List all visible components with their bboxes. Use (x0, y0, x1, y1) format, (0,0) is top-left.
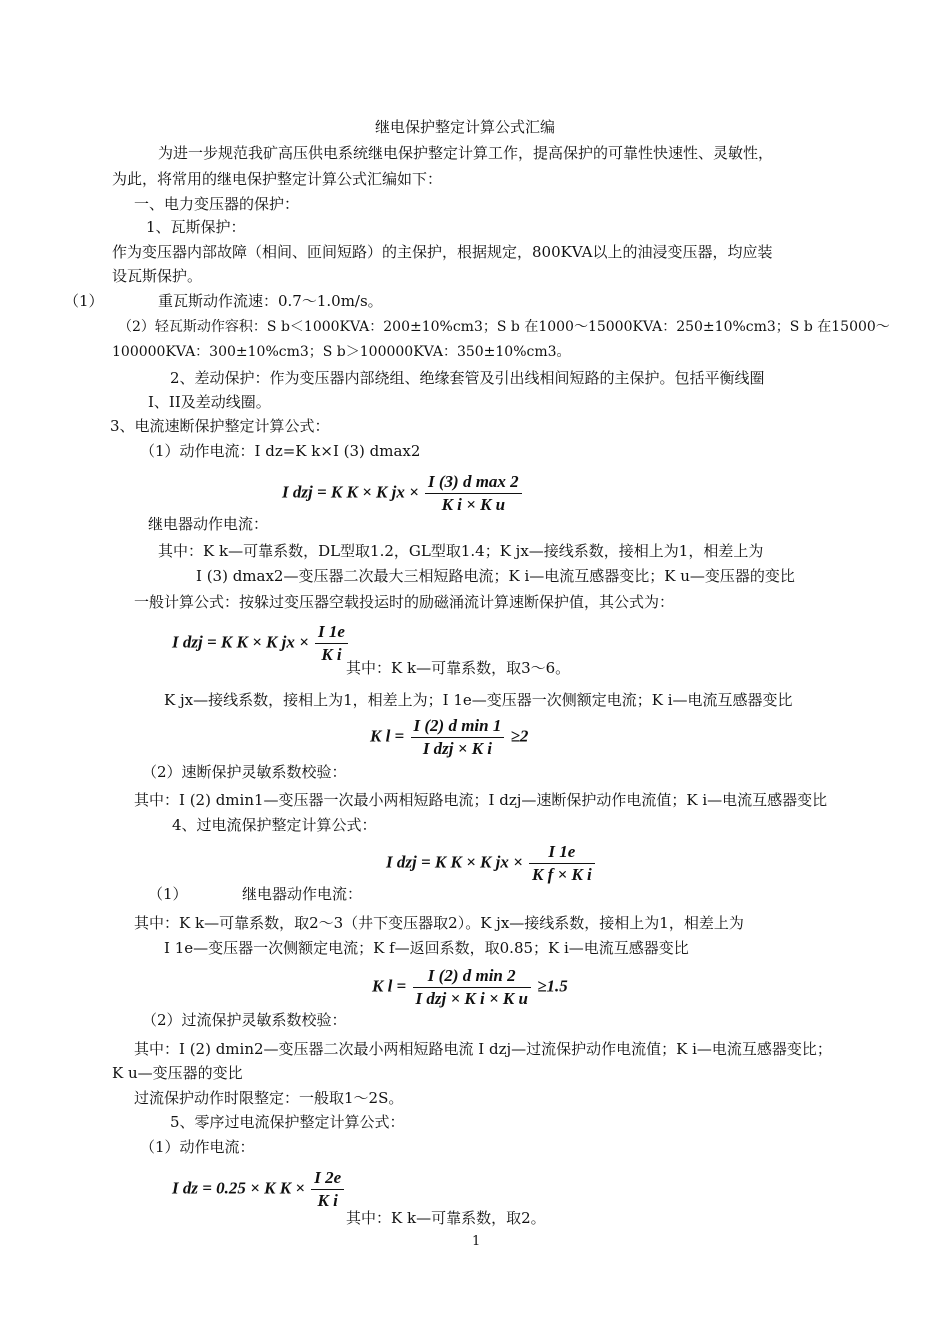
gas-item-1-number: （1） (64, 292, 104, 310)
overcurrent-item-1-number: （1） (148, 885, 188, 903)
formula-relay-current-quick (282, 472, 524, 515)
relay-action-current-label: 继电器动作电流： (148, 515, 269, 533)
formula-5-rhs: ≥1.5 (537, 976, 568, 996)
formula-quick-break-general (172, 622, 350, 665)
gas-item-1: 重瓦斯动作流速：0.7～1.0m/s。 (158, 292, 383, 310)
formula-zero-sequence (172, 1168, 346, 1211)
formula-6-lhs: I dz = 0.25 × K K × (172, 1178, 305, 1198)
formula-6-numerator: I 2e (311, 1168, 344, 1190)
formula-4-denominator: K f × K i (532, 865, 592, 884)
overcurrent-sensitivity-label: （2）过流保护灵敏系数校验： (142, 1011, 347, 1029)
gas-desc-line-2: 设瓦斯保护。 (112, 267, 203, 285)
overcurrent-note-2: I 1e—变压器一次侧额定电流；K f—返回系数，取0.85；K i—电流互感器变比 (164, 939, 689, 957)
zero-sequence-item-1: （1）动作电流： (140, 1138, 255, 1156)
overcurrent-note-4: K u—变压器的变比 (112, 1064, 243, 1082)
overcurrent-time-setting: 过流保护动作时限整定：一般取1～2S。 (134, 1089, 404, 1107)
formula-1-denominator: K i × K u (441, 495, 506, 514)
formula-2-lhs: I dzj = K K × K jx × (172, 632, 309, 652)
formula-5-numerator: I (2) d min 2 (413, 966, 531, 988)
formula-3-rhs: ≥2 (510, 726, 529, 746)
section-heading-transformer: 一、电力变压器的保护： (134, 195, 300, 213)
general-formula-text: 一般计算公式：按躲过变压器空载投运时的励磁涌流计算速断保护值，其公式为： (134, 593, 675, 611)
formula-overcurrent-relay (386, 842, 597, 885)
formula-3-denominator: I dzj × K i (422, 739, 493, 758)
gas-protection-heading: 1、瓦斯保护： (146, 218, 246, 236)
zero-sequence-note-1: 其中：K k—可靠系数，取2。 (346, 1209, 546, 1227)
intro-line-1: 为进一步规范我矿高压供电系统继电保护整定计算工作，提高保护的可靠性快速性、灵敏性， (158, 144, 774, 162)
overcurrent-item-1: 继电器动作电流： (242, 885, 363, 903)
formula-4-lhs: I dzj = K K × K jx × (386, 852, 523, 872)
differential-protection-line-1: 2、差动保护：作为变压器内部绕组、绝缘套管及引出线相间短路的主保护。包括平衡线圈 (170, 369, 765, 387)
formula-2-denominator: K i (321, 645, 342, 664)
overcurrent-note-1: 其中：K k—可靠系数，取2～3（井下变压器取2）。K jx—接线系数，接相上为1，相差上为 (134, 914, 744, 932)
formula-6-denominator: K i (317, 1191, 338, 1210)
formula-5-denominator: I dzj × K i × K u (415, 989, 528, 1008)
intro-line-2: 为此，将常用的继电保护整定计算公式汇编如下： (112, 170, 443, 188)
differential-protection-line-2: Ⅰ、II及差动线圈。 (148, 393, 271, 411)
gas-desc-line-1: 作为变压器内部故障（相间、匝间短路）的主保护，根据规定，800KVA以上的油浸变压器，均应装 (112, 243, 773, 261)
quick-break-heading: 3、电流速断保护整定计算公式： (110, 417, 330, 435)
page-title: 继电保护整定计算公式汇编 (375, 118, 556, 136)
gas-item-2-line-2: 100000KVA：300±10%cm3；S b＞100000KVA：350±10%cm3。 (112, 344, 571, 360)
quick-note-3: 其中：K k—可靠系数，取3～6。 (346, 659, 571, 677)
formula-5-lhs: K l = (372, 976, 407, 996)
quick-sensitivity-label: （2）速断保护灵敏系数校验： (142, 763, 347, 781)
overcurrent-heading: 4、过电流保护整定计算公式： (172, 816, 377, 834)
quick-note-5: 其中：I (2) dmin1—变压器一次最小两相短路电流；I dzj—速断保护动作电流值；K i—电流互感器变比 (134, 791, 828, 809)
zero-sequence-heading: 5、零序过电流保护整定计算公式： (170, 1113, 405, 1131)
formula-quick-sensitivity (370, 716, 528, 759)
quick-action-current: （1）动作电流：I dz=K k×I (3) dmax2 (140, 442, 421, 460)
quick-note-2: I (3) dmax2—变压器二次最大三相短路电流；K i—电流互感器变比；K u—变压器的变比 (196, 567, 795, 585)
overcurrent-note-3: 其中：I (2) dmin2—变压器二次最小两相短路电流 I dzj—过流保护动作电流值；K i—电流互感器变比； (134, 1040, 832, 1058)
formula-3-numerator: I (2) d min 1 (411, 716, 505, 738)
quick-note-4: K jx—接线系数，接相上为1，相差上为；I 1e—变压器一次侧额定电流；K i—电流互感器变比 (164, 691, 793, 709)
formula-overcurrent-sensitivity (372, 966, 568, 1009)
formula-1-numerator: I (3) d max 2 (425, 472, 522, 494)
quick-note-1: 其中：K k—可靠系数，DL型取1.2，GL型取1.4；K jx—接线系数，接相上为1，相差上为 (158, 542, 764, 560)
formula-1-lhs: I dzj = K K × K jx × (282, 482, 419, 502)
gas-item-2-line-1: （2）轻瓦斯动作容积：S b＜1000KVA：200±10%cm3；S b 在1000～15000KVA：250±10%cm3；S b 在15000～ (118, 319, 890, 335)
formula-2-numerator: I 1e (315, 622, 348, 644)
formula-3-lhs: K l = (370, 726, 405, 746)
page-number: 1 (472, 1234, 481, 1249)
formula-4-numerator: I 1e (529, 842, 595, 864)
